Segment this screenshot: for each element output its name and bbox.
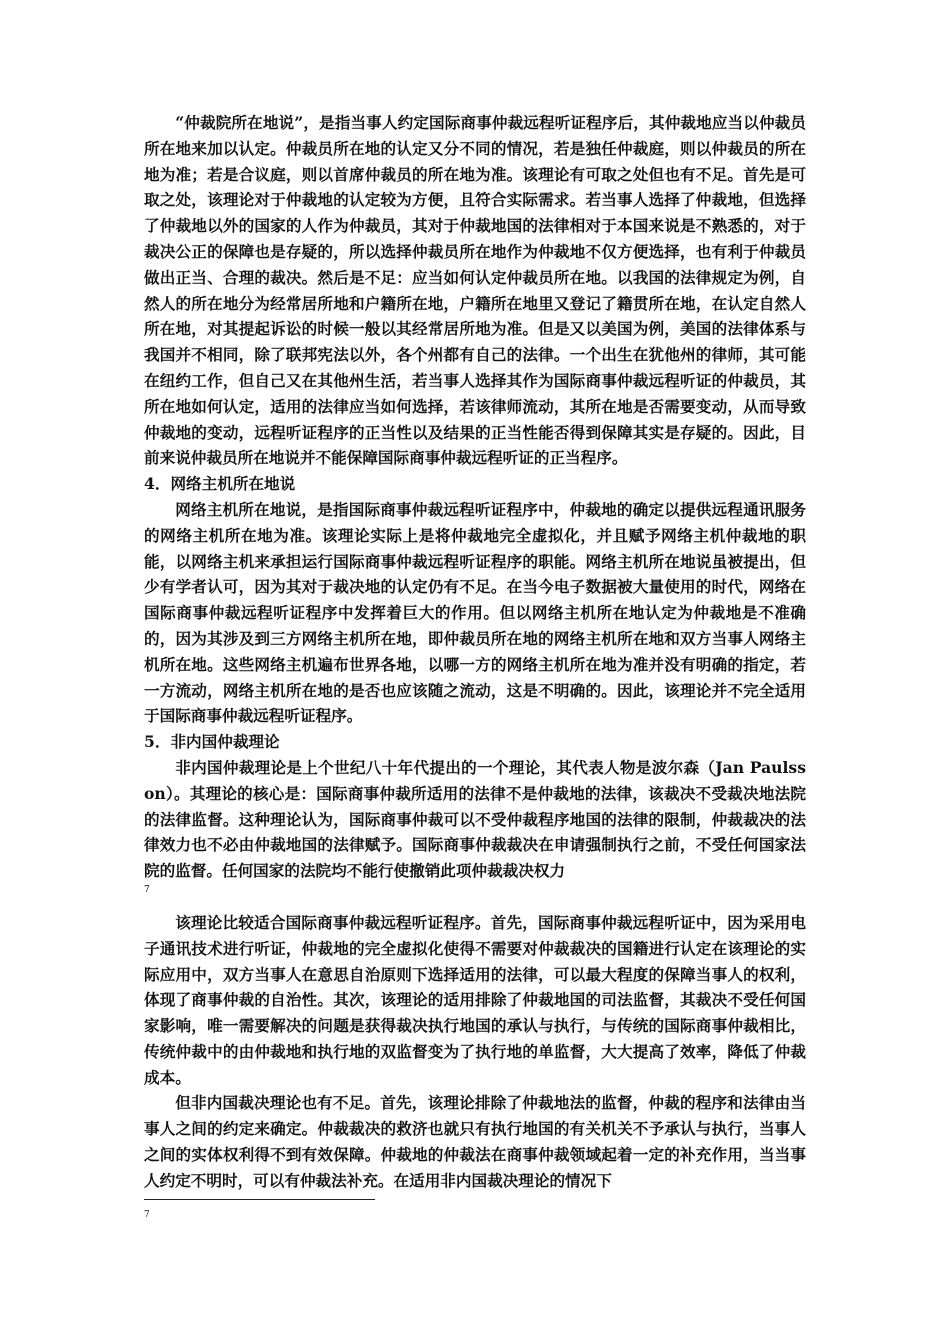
paragraph-arbitrator-location-theory: “仲裁院所在地说”，是指当事人约定国际商事仲裁远程听证程序后，其仲裁地应当以仲裁员所在地来加以认定。仲裁员所在地的认定又分不同的情况，若是独任仲裁庭，则以仲裁员的所在地为准；若是合议庭，则以首席仲裁员的所在地为准。该理论有可取之处但也有不足。首先是可取之处，该理论对于仲裁地的认定较为方便，且符合实际需求。若当事人选择了仲裁地，但选择了仲裁地以外的国家的人作为仲裁员，其对于仲裁地国的法律相对于本国来说是不熟悉的，对于裁决公正的保障也是存疑的，所以选择仲裁员所在地作为仲裁地不仅方便选择，也有利于仲裁员做出正当、合理的裁决。然后是不足：应当如何认定仲裁员所在地。以我国的法律规定为例，自然人的所在地分为经常居所地和户籍所在地，户籍所在地里又登记了籍贯所在地，在认定自然人所在地，对其提起诉讼的时候一般以其经常居所地为准。但是又以美国为例，美国的法律体系与我国并不相同，除了联邦宪法以外，各个州都有自己的法律。一个出生在犹他州的律师，其可能在纽约工作，但自己又在其他州生活，若当事人选择其作为国际商事仲裁远程听证的仲裁员，其所在地如何认定，适用的法律应当如何选择，若该律师流动，其所在地是否需要变动，从而导致仲裁地的变动，远程听证程序的正当性以及结果的正当性能否得到保障其实是存疑的。因此，目前来说仲裁员所在地说并不能保障国际商事仲裁远程听证的正当程序。 (144, 113, 806, 468)
footnote-reference-mark: 7 (144, 884, 150, 895)
paragraph-network-host-theory: 网络主机所在地说，是指国际商事仲裁远程听证程序中，仲裁地的确定以提供远程通讯服务的网络主机所在地为准。该理论实际上是将仲裁地完全虚拟化，并且赋予网络主机仲裁地的职能，以网络主机来承担运行国际商事仲裁远程听证程序的职能。网络主机所在地说虽被提出，但少有学者认可，因为其对于裁决地的认定仍有不足。在当今电子数据被大量使用的时代，网络在国际商事仲裁远程听证程序中发挥着巨大的作用。但以网络主机所在地认定为仲裁地是不准确的，因为其涉及到三方网络主机所在地，即仲裁员所在地的网络主机所在地和双方当事人网络主机所在地。这些网络主机遍布世界各地，以哪一方的网络主机所在地为准并没有明确的指定，若一方流动，网络主机所在地的是否也应该随之流动，这是不明确的。因此，该理论并不完全适用于国际商事仲裁远程听证程序。 (144, 499, 806, 726)
footnote-number: 7 (144, 1210, 150, 1220)
document-body (144, 110, 806, 1194)
paragraph-delocalization-theory: 非内国仲裁理论是上个世纪八十年代提出的一个理论，其代表人物是波尔森（Jan Paulsson）。其理论的核心是：国际商事仲裁所适用的法律不是仲裁地的法律，该裁决不受裁决地法院的法律监督。这种理论认为，国际商事仲裁可以不受仲裁程序地国的法律的限制，仲裁裁决的法律效力也不必由仲裁地国的法律赋予。国际商事仲裁裁决在申请强制执行之前，不受任何国家法院的监督。任何国家的法院均不能行使撤销此项仲裁裁决权力 (144, 757, 806, 881)
paragraph-theory-advantages: 该理论比较适合国际商事仲裁远程听证程序。首先，国际商事仲裁远程听证中，因为采用电子通讯技术进行听证，仲裁地的完全虚拟化使得不需要对仲裁裁决的国籍进行认定在该理论的实际应用中，双方当事人在意思自治原则下选择适用的法律，可以最大程度的保障当事人的权利，体现了商事仲裁的自治性。其次，该理论的适用排除了仲裁地国的司法监督，其裁决不受任何国家影响，唯一需要解决的问题是获得裁决执行地国的承认与执行，与传统的国际商事仲裁相比，传统仲裁中的由仲裁地和执行地的双监督变为了执行地的单监督，大大提高了效率，降低了仲裁成本。 (144, 912, 806, 1087)
paragraph-theory-shortcomings: 但非内国裁决理论也有不足。首先，该理论排除了仲裁地法的监督，仲裁的程序和法律由当事人之间的约定来确定。仲裁裁决的救济也就只有执行地国的有关机关不予承认与执行，当事人之间的实体权利得不到有效保障。仲裁地的仲裁法在商事仲裁领域起着一定的补充作用，当当事人约定不明时，可以有仲裁法补充。在适用非内国裁决理论的情况下 (144, 1093, 806, 1190)
footnote-separator (144, 1199, 375, 1200)
section-heading-5: 5．非内国仲裁理论 (144, 732, 280, 752)
section-heading-4: 4．网络主机所在地说 (144, 474, 296, 494)
